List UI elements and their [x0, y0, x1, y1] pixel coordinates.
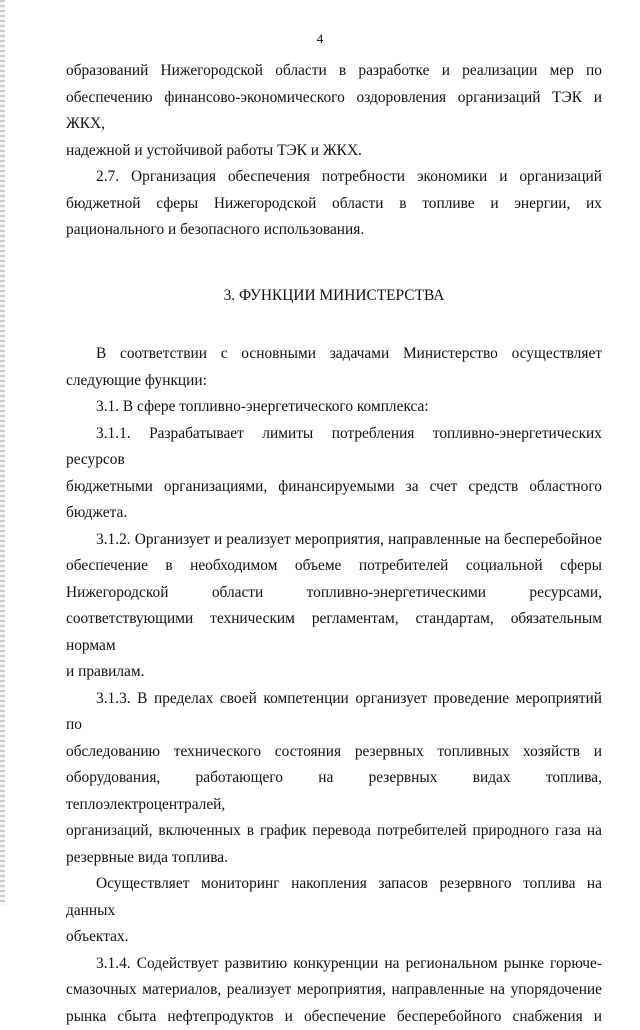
text-line: соответствующими техническим регламентам, стандартам, обязательным нормам — [66, 606, 602, 659]
text-line: объектах. — [66, 924, 602, 951]
text-line: В соответствии с основными задачами Министерство осуществляет — [66, 341, 602, 368]
text-line: бюджетной сферы Нижегородской области в топливе и энергии, их — [66, 191, 602, 218]
text-line: следующие функции: — [66, 368, 602, 395]
text-line: обеспечение в необходимом объеме потребителей социальной сферы — [66, 553, 602, 580]
text-line: 3.1.2. Организует и реализует мероприятия, направленные на бесперебойное — [66, 527, 602, 554]
text-line: 3.1.4. Содействует развитию конкуренции на региональном рынке горюче- — [66, 951, 602, 978]
text-line: обследованию технического состояния резервных топливных хозяйств и — [66, 739, 602, 766]
text-line: 2.7. Организация обеспечения потребности экономики и организаций — [66, 164, 602, 191]
scan-edge — [0, 0, 5, 905]
text-line: 3.1.3. В пределах своей компетенции организует проведение мероприятий по — [66, 686, 602, 739]
text-line: 3.1. В сфере топливно-энергетического комплекса: — [66, 394, 602, 421]
text-line: оборудования, работающего на резервных видах топлива, теплоэлектроцентралей, — [66, 765, 602, 818]
text-line: рационального и безопасного использования. — [66, 217, 602, 244]
text-line: надежной и устойчивой работы ТЭК и ЖКХ. — [66, 138, 602, 165]
page-number: 4 — [0, 31, 640, 47]
text-line: бюджета. — [66, 500, 602, 527]
text-line: рынка сбыта нефтепродуктов и обеспечение бесперебойного снабжения и — [66, 1004, 602, 1030]
text-line: 3.1.1. Разрабатывает лимиты потребления топливно-энергетических ресурсов — [66, 421, 602, 474]
section-heading: 3. ФУНКЦИИ МИНИСТЕРСТВА — [66, 283, 602, 310]
text-line: бюджетными организациями, финансируемыми за счет средств областного — [66, 474, 602, 501]
text-line: образований Нижегородской области в разработке и реализации мер по — [66, 58, 602, 85]
document-body — [66, 58, 602, 1030]
text-line: резервные вида топлива. — [66, 845, 602, 872]
text-line: обеспечению финансово-экономического оздоровления организаций ТЭК и ЖКХ, — [66, 85, 602, 138]
text-line: Нижегородской области топливно-энергетическими ресурсами, — [66, 580, 602, 607]
text-line: организаций, включенных в график перевода потребителей природного газа на — [66, 818, 602, 845]
text-line: и правилам. — [66, 659, 602, 686]
text-line: смазочных материалов, реализует мероприятия, направленные на упорядочение — [66, 977, 602, 1004]
text-line: Осуществляет мониторинг накопления запасов резервного топлива на данных — [66, 871, 602, 924]
